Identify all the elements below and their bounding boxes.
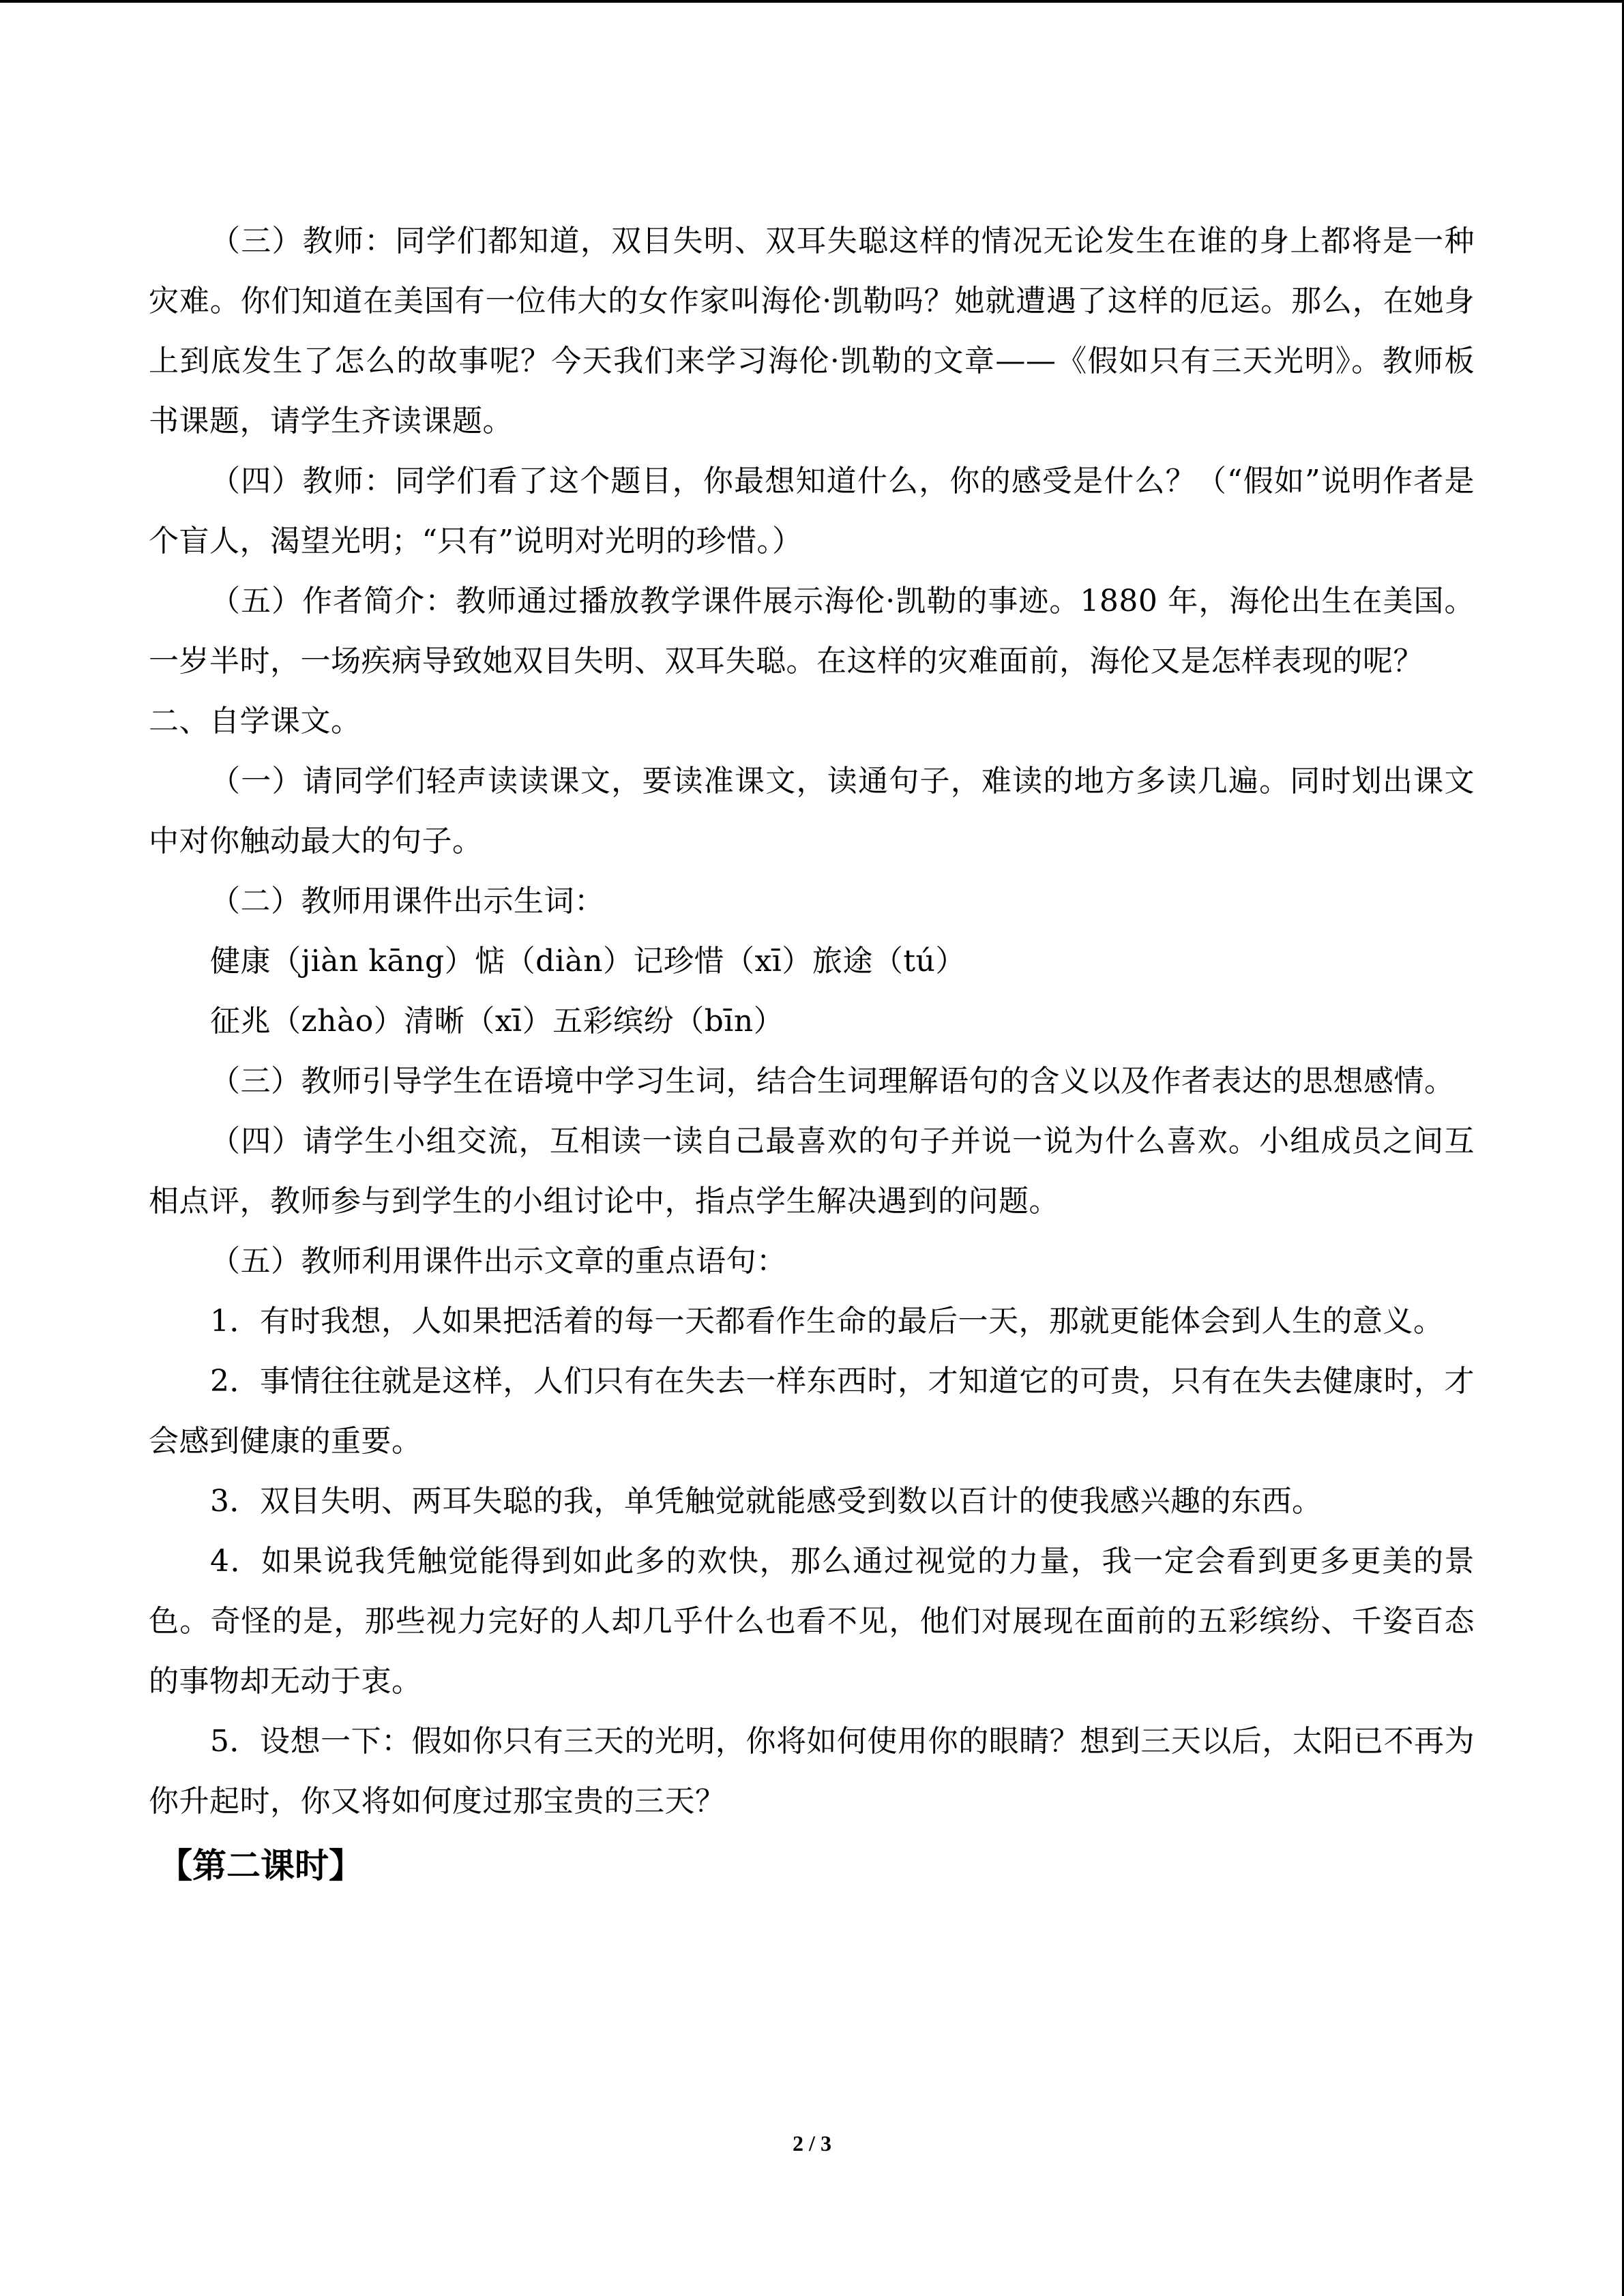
paragraph-teacher-intro: （三）教师：同学们都知道，双目失明、双耳失聪这样的情况无论发生在谁的身上都将是一种灾难。你们知道在美国有一位伟大的女作家叫海伦·凯勒吗？她就遭遇了这样的厄运。那么，在她身上到底发生了怎么的故事呢？今天我们来学习海伦·凯勒的文章——《假如只有三天光明》。教师板书课题，请学生齐读课题。 [149, 224, 1475, 438]
paragraph-vocab-intro: （二）教师用课件出示生词： [210, 884, 605, 919]
document-body [149, 211, 1475, 1897]
vocab-line-1: 健康（jiàn kāng）惦（diàn）记珍惜（xī）旅途（tú） [210, 944, 966, 979]
section-title-second-lesson: 【第二课时】 [158, 1846, 363, 1885]
key-sentence-4: 4．如果说我凭触觉能得到如此多的欢快，那么通过视觉的力量，我一定会看到更多更美的景色。奇怪的是，那些视力完好的人却几乎什么也看不见，他们对展现在面前的五彩缤纷、千姿百态的事物却无动于衷。 [149, 1544, 1475, 1699]
paragraph-group-exchange: （四）请学生小组交流，互相读一读自己最喜欢的句子并说一说为什么喜欢。小组成员之间互相点评，教师参与到学生的小组讨论中，指点学生解决遇到的问题。 [149, 1124, 1475, 1219]
key-sentence-1: 1．有时我想，人如果把活着的每一天都看作生命的最后一天，那就更能体会到人生的意义。 [210, 1304, 1444, 1339]
page-number: 2 / 3 [793, 2131, 831, 2156]
key-sentence-3: 3．双目失明、两耳失聪的我，单凭触觉就能感受到数以百计的使我感兴趣的东西。 [210, 1484, 1323, 1519]
paragraph-title-question: （四）教师：同学们看了这个题目，你最想知道什么，你的感受是什么？（“假如”说明作者是个盲人，渴望光明；“只有”说明对光明的珍惜。） [149, 464, 1475, 558]
top-border-line [0, 0, 1624, 3]
key-sentence-5: 5．设想一下：假如你只有三天的光明，你将如何使用你的眼睛？想到三天以后，太阳已不再为你升起时，你又将如何度过那宝贵的三天？ [149, 1724, 1475, 1819]
heading-self-study: 二、自学课文。 [149, 704, 361, 739]
paragraph-context-learning: （三）教师引导学生在语境中学习生词，结合生词理解语句的含义以及作者表达的思想感情。 [210, 1064, 1455, 1099]
paragraph-read-aloud: （一）请同学们轻声读读课文，要读准课文，读通句子，难读的地方多读几遍。同时划出课文中对你触动最大的句子。 [149, 764, 1475, 859]
vocab-line-2: 征兆（zhào）清晰（xī）五彩缤纷（bīn） [210, 1004, 784, 1039]
paragraph-author-intro: （五）作者简介：教师通过播放教学课件展示海伦·凯勒的事迹。1880 年，海伦出生在美国。一岁半时，一场疾病导致她双目失明、双耳失聪。在这样的灾难面前，海伦又是怎样表现的呢？ [149, 584, 1475, 679]
paragraph-key-sentences-intro: （五）教师利用课件出示文章的重点语句： [210, 1244, 787, 1279]
key-sentence-2: 2．事情往往就是这样，人们只有在失去一样东西时，才知道它的可贵，只有在失去健康时，才会感到健康的重要。 [149, 1364, 1475, 1459]
